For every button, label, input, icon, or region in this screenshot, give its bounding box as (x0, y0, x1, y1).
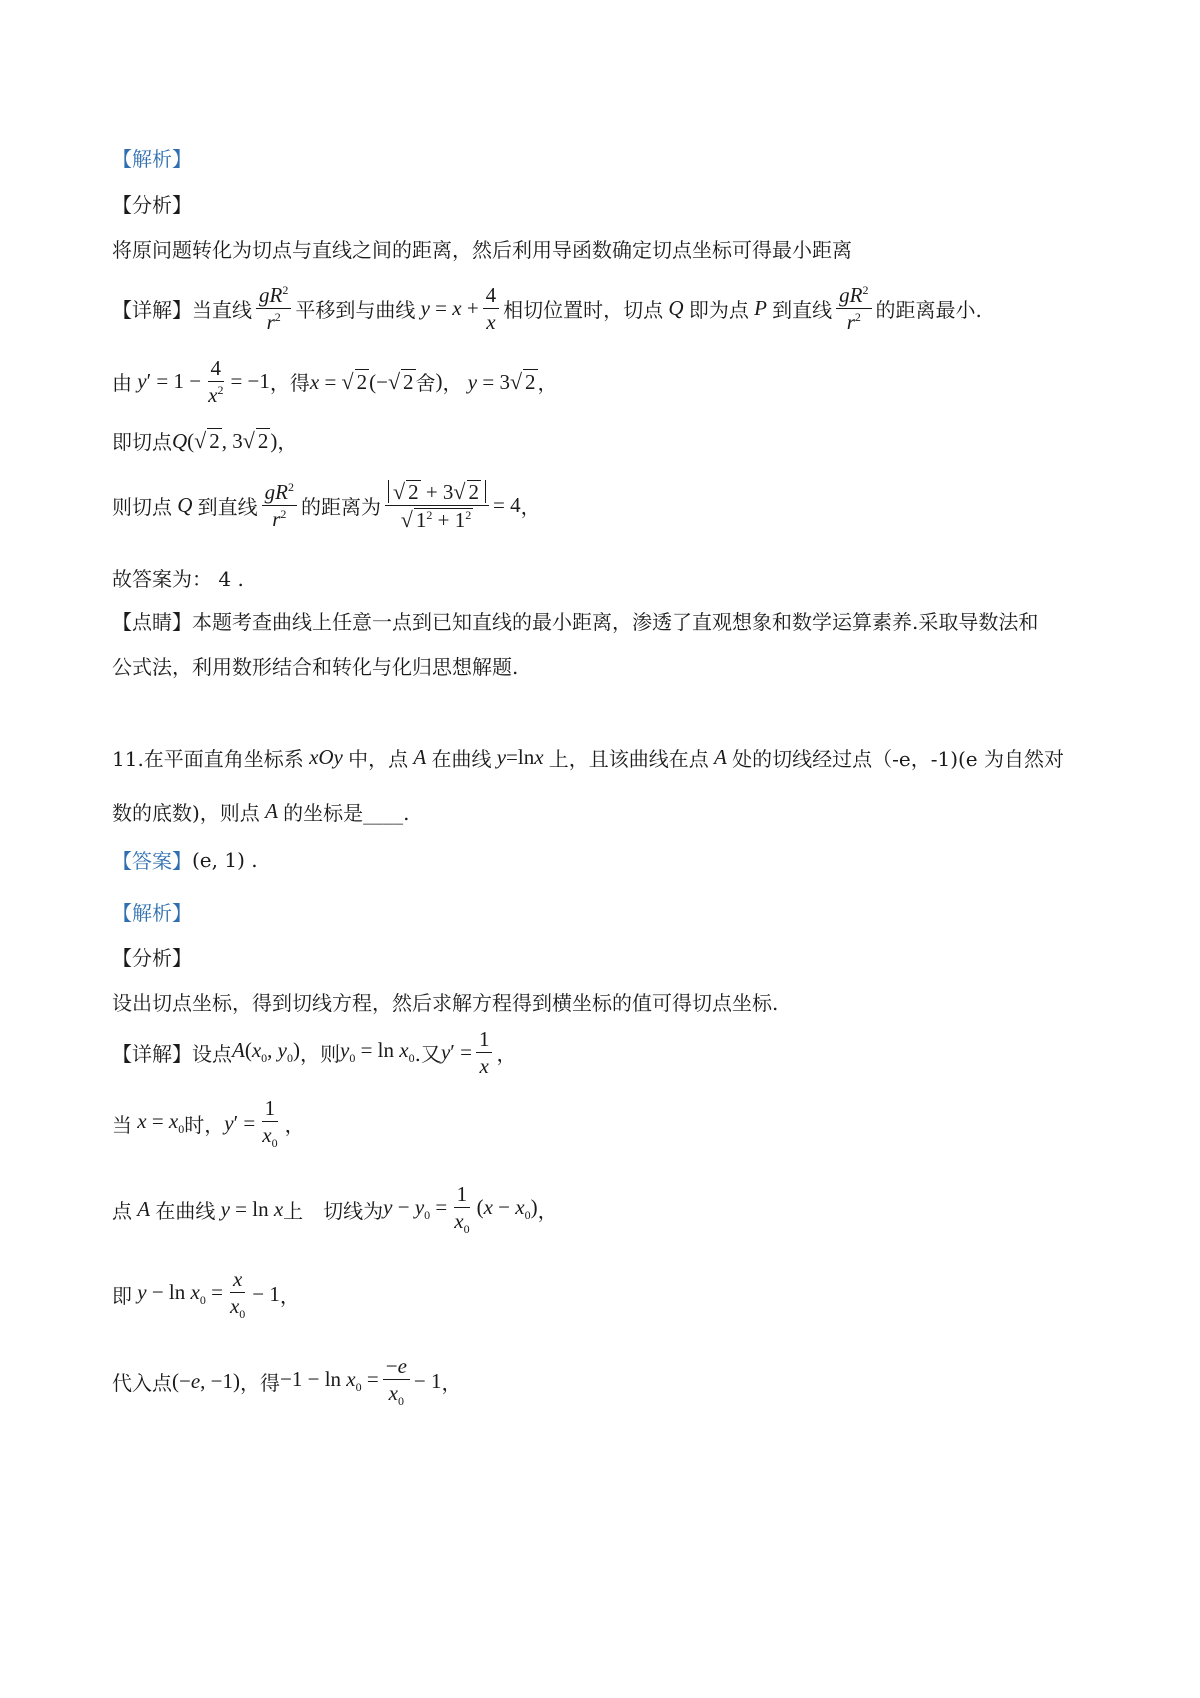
fenxi-text: 将原问题转化为切点与直线之间的距离，然后利用导函数确定切点坐标可得最小距离 (112, 238, 852, 262)
xiangjie-11-line-5: 代入点 (−e, −1) ，得 $-1 - \ln x_0$ = $\frac{-e}{x_0}$ − 1 ， (112, 1354, 462, 1409)
fraction-gR2-r2: $\frac{gR^2}{r^2}$ (256, 284, 291, 333)
fenxi-label-11: 【分析】 (112, 946, 192, 970)
fraction-4-x: $\frac{4}{x}$ (483, 284, 500, 333)
distance-line: 则切点 Q 到直线 $\frac{gR^2}{r^2}$ 的距离为 $\frac{√ 2 + 3√ 2}{√ 1^2 + 1^2}$ = 4 ， (112, 479, 541, 533)
derivative-line: 由 y′ = 1 − $\frac{4}{x^2}$ = −1 ，得 x = √ 2(−√ 2 舍 ) ， y = 3√ 2 ， (112, 356, 558, 408)
xiangjie-11-line-1: 【详解】 设点 $A(x_0$, $y_0$) ，则 $y_0 = \ln x_0$ .又 y′ = $\frac{1}{x}$ ， (112, 1027, 517, 1079)
fraction-neg-e-x0: $\frac{-e}{x_0}$ (383, 1355, 410, 1408)
xiangjie-label-11: 【详解】 (112, 1042, 192, 1067)
fraction-gR2-r2-2: $\frac{gR^2}{r^2}$ (836, 284, 871, 333)
answer-11: 【答案】 (e, 1) . (112, 845, 258, 874)
xiangjie-label: 【详解】 (112, 298, 192, 323)
fenxi-text-11: 设出切点坐标，得到切线方程，然后求解方程得到横坐标的值可得切点坐标. (112, 991, 779, 1015)
answer-label: 【答案】 (112, 849, 192, 873)
distance-formula: $\frac{√ 2 + 3√ 2}{√ 1^2 + 1^2}$ (385, 480, 489, 531)
fraction-gR2-r2-3: $\frac{gR^2}{r^2}$ (262, 481, 297, 530)
curve-equation: y = x + (420, 296, 479, 321)
answer-line: 故答案为： 4 . (112, 567, 244, 591)
jiexi-label-11: 【解析】 (112, 901, 192, 925)
fraction-4-x2: $\frac{4}{x^2}$ (208, 356, 224, 408)
fraction-1-x: $\frac{1}{x}$ (476, 1028, 493, 1077)
xiangjie-11-line-3: 点 A 在曲线 y = ln x 上 切线为 $y - y_0$ = $\frac{1}{x_0}$ $(x - x_0)$ ， (112, 1182, 558, 1237)
dianjing-line-2: 公式法，利用数形结合和转化与化归思想解题. (112, 655, 519, 679)
dianjing-label: 【点睛】 (112, 610, 192, 634)
jiexi-label: 【解析】 (112, 147, 192, 171)
fenxi-label: 【分析】 (112, 193, 192, 217)
tangent-point-line: 即切点 Q(√ 2, 3√ 2) ， (112, 427, 298, 454)
xiangjie-11-line-2: 当 $x = x_0$ 时， y′ = $\frac{1}{x_0}$ ， (112, 1096, 305, 1151)
xiangjie-line-1: 【详解】 当直线 $\frac{gR^2}{r^2}$ 平移到与曲线 y = x + $\frac{4}{x}$ 相切位置时，切点 Q 即为点 P 到直线 $\frac{gR^2}{r^2}$ 的距离最小. (112, 283, 982, 335)
fraction-x-x0: $\frac{x}{x_0}$ (229, 1267, 246, 1322)
question-11-line-2: 数的底数)，则点 A 的坐标是____. (112, 799, 410, 825)
dianjing-line-1: 【点睛】 本题考查曲线上任意一点到已知直线的最小距离，渗透了直观想象和数学运算素养.采取导数法和 (112, 606, 1038, 635)
question-11-line-1: 11.在平面直角坐标系 xOy 中，点 A 在曲线 y=lnx 上，且该曲线在点 A 处的切线经过点（-e，-1)(e 为自然对 (112, 745, 1064, 771)
fraction-1-x0: $\frac{1}{x_0}$ (262, 1096, 278, 1151)
xiangjie-11-line-4: 即 $y - \ln x_0$ = $\frac{x}{x_0}$ − 1 ， (112, 1267, 300, 1322)
fraction-1-x0-2: $\frac{1}{x_0}$ (454, 1182, 470, 1237)
